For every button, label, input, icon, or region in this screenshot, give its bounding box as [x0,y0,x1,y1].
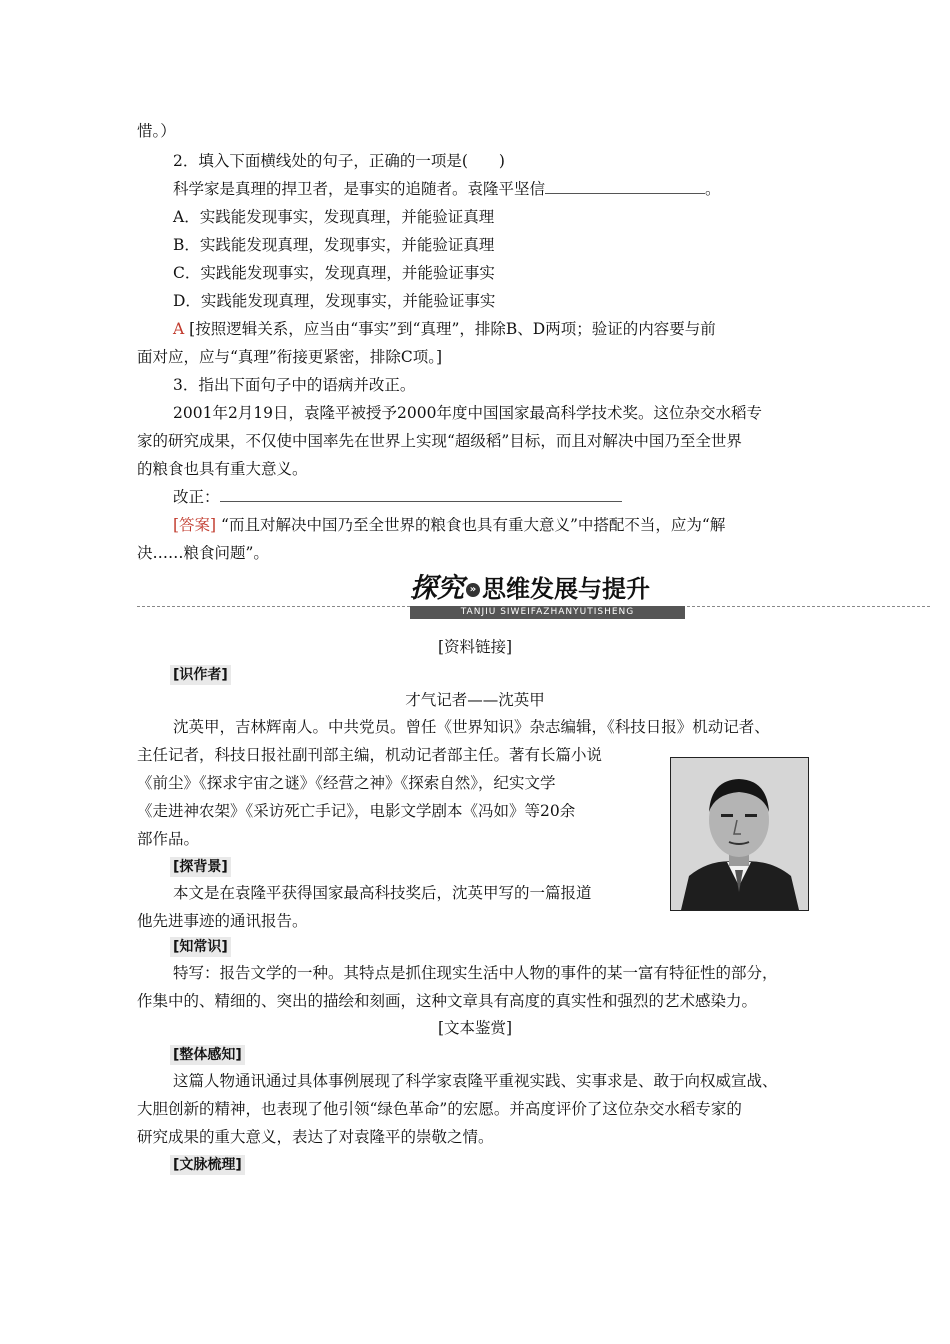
q3-answer [173,515,725,535]
q2-sentence-prefix: 科学家是真理的捍卫者，是事实的追随者。袁隆平坚信 [173,180,546,198]
structure-section-tag: [ 文脉梳理 ] [170,1155,245,1175]
background-line1: 本文是在袁隆平获得国家最高科技奖后，沈英甲写的一篇报道 [173,884,592,902]
banner-title [410,572,650,606]
overall-line1: 这篇人物通讯通过具体事例展现了科学家袁隆平重视实践、实事求是、敢于向权威宣战、 [173,1072,778,1090]
section-banner [410,572,685,620]
banner-title-rest: 思维发展与提升 [482,575,650,603]
q2-option-d: D．实践能发现真理，发现事实，并能验证事实 [173,292,496,310]
arrow-icon: » [466,583,480,597]
q2-option-b: B．实践能发现真理，发现事实，并能验证真理 [173,236,495,254]
q3-stem: 3．指出下面句子中的语病并改正。 [173,376,416,394]
q2-explanation-line1: [按照逻辑关系，应当由“事实”到“真理”，排除B、D两项；验证的内容要与前 [189,320,716,338]
q2-explanation-line2: 面对应，应与“真理”衔接更紧密，排除C项。] [137,348,443,366]
q2-option-a: A．实践能发现事实，发现真理，并能验证真理 [173,208,495,226]
overall-line3: 研究成果的重大意义，表达了对袁隆平的崇敬之情。 [137,1128,494,1146]
top-fragment: 惜。） [137,122,176,140]
author-section-tag: [ 识作者 ] [170,665,231,685]
q2-explanation [173,319,716,339]
knowledge-section-tag: [ 知常识 ] [170,937,231,957]
q3-passage-line2: 家的研究成果，不仅使中国率先在世界上实现“超级稻”目标，而且对解决中国乃至全世界 [137,432,742,450]
portrait-photo [671,758,808,910]
author-line3: 《前尘》《探求宇宙之谜》《经营之神》《探索自然》，纪实文学 [137,774,556,792]
author-line1: 沈英甲，吉林辉南人。中共党员。曾任《世界知识》杂志编辑，《科技日报》机动记者、 [173,718,770,736]
q2-option-c: C．实践能发现事实，发现真理，并能验证事实 [173,264,495,282]
q3-correction [173,487,622,507]
text-appreciation-heading: [文本鉴赏] [437,1019,513,1037]
background-line2: 他先进事迹的通讯报告。 [137,912,308,930]
author-portrait [670,757,809,911]
author-line2: 主任记者，科技日报社副刊部主编，机动记者部主任。著有长篇小说 [137,746,603,764]
author-line4: 《走进神农架》《采访死亡手记》，电影文学剧本《冯如》等20余 [137,802,576,820]
correction-blank [220,487,622,502]
q3-answer-line2: 决……粮食问题”。 [137,544,269,562]
overall-line2: 大胆创新的精神，也表现了他引领“绿色革命”的宏愿。并高度评价了这位杂交水稻专家的 [137,1100,742,1118]
q3-correction-label: 改正： [173,488,220,506]
overall-section-tag: [ 整体感知 ] [170,1045,245,1065]
answer-blank [545,179,705,194]
knowledge-line2: 作集中的、精细的、突出的描绘和刻画，这种文章具有高度的真实性和强烈的艺术感染力。 [137,992,758,1010]
author-line5: 部作品。 [137,830,200,848]
q3-passage-line1: 2001年2月19日，袁隆平被授予2000年度中国国家最高科学技术奖。这位杂交水稻专 [173,404,762,422]
q2-answer-letter: A [173,320,185,338]
resource-link-heading: [资料链接] [437,638,513,656]
banner-title-main: 探究 [410,573,464,604]
q3-answer-line1: “而且对解决中国乃至全世界的粮食也具有重大意义”中搭配不当，应为“解 [221,516,726,534]
banner-subtitle: TANJIU SIWEIFAZHANYUTISHENG [410,606,685,619]
background-section-tag: [ 探背景 ] [170,857,231,877]
author-title: 才气记者——沈英甲 [405,691,545,709]
knowledge-line1: 特写：报告文学的一种。其特点是抓住现实生活中人物的事件的某一富有特征性的部分， [173,964,778,982]
q3-passage-line3: 的粮食也具有重大意义。 [137,460,308,478]
q2-stem: 2．填入下面横线处的句子，正确的一项是( ) [173,152,505,170]
q2-sentence [173,179,721,199]
q2-sentence-suffix: 。 [705,180,721,198]
q3-answer-tag: [答案] [173,516,217,534]
